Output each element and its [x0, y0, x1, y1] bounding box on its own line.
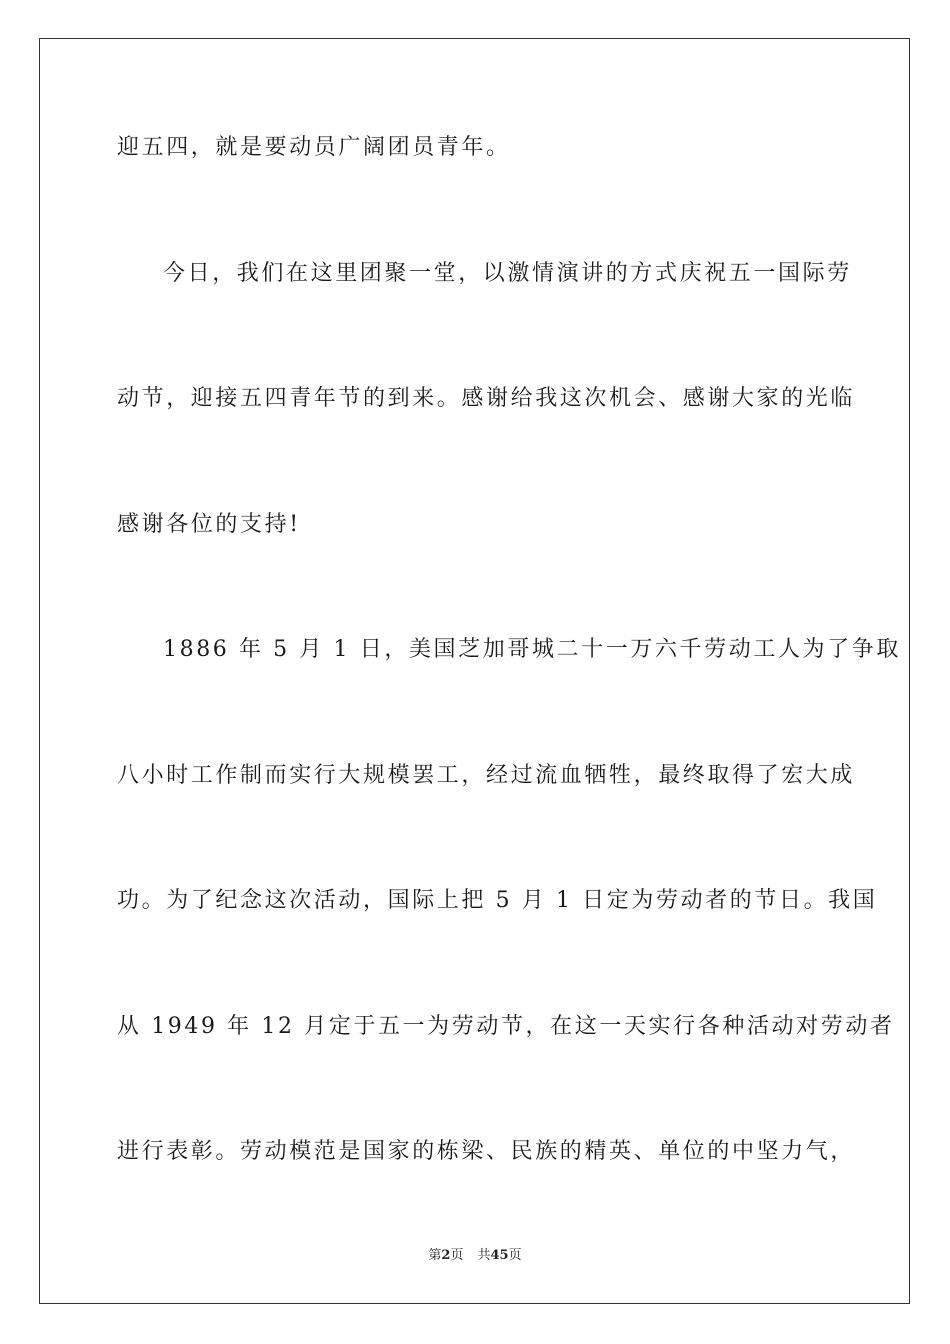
- total-suffix: 页: [508, 1248, 522, 1263]
- text-line-9: 进行表彰。劳动模范是国家的栋梁、民族的精英、单位的中坚力气，: [117, 1139, 856, 1164]
- total-prefix: 共: [477, 1248, 491, 1263]
- text-line-5: 1886 年 5 月 1 日，美国芝加哥城二十一万六千劳动工人为了争取: [163, 637, 901, 662]
- page-number: 2: [441, 1248, 451, 1263]
- text-line-3: 动节，迎接五四青年节的到来。感谢给我这次机会、感谢大家的光临: [117, 386, 856, 411]
- page-prefix: 第: [428, 1248, 442, 1263]
- text-line-6: 八小时工作制而实行大规模罢工，经过流血牺牲，最终取得了宏大成: [117, 763, 856, 788]
- page-suffix: 页: [450, 1248, 464, 1263]
- page-border: [39, 38, 910, 1304]
- text-line-4: 感谢各位的支持!: [117, 512, 301, 537]
- text-line-2: 今日，我们在这里团聚一堂，以激情演讲的方式庆祝五一国际劳: [163, 261, 852, 286]
- text-line-7: 功。为了纪念这次活动，国际上把 5 月 1 日定为劳动者的节日。我国: [117, 888, 878, 913]
- total-pages: 45: [490, 1248, 509, 1263]
- text-line-1: 迎五四，就是要动员广阔团员青年。: [117, 135, 511, 160]
- page-footer: [0, 1246, 950, 1266]
- text-line-8: 从 1949 年 12 月定于五一为劳动节，在这一天实行各种活动对劳动者: [117, 1014, 895, 1039]
